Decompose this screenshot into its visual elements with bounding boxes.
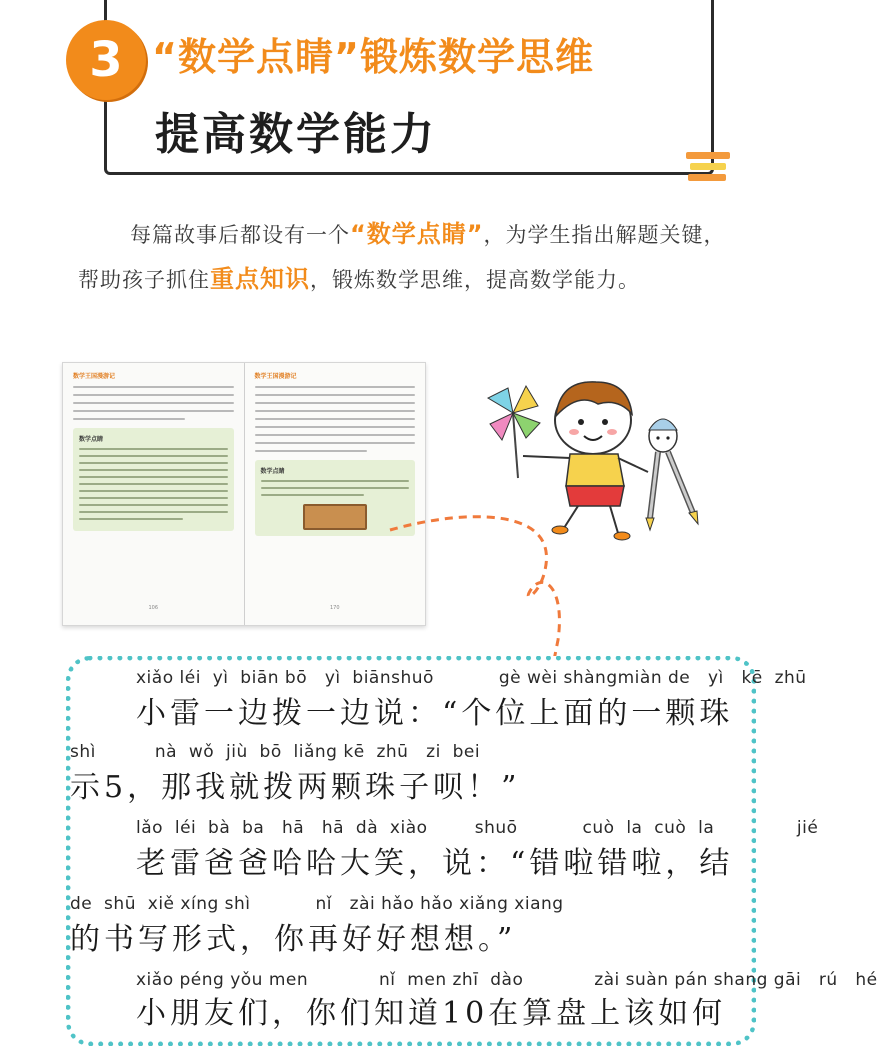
intro-paragraph [78,212,728,302]
intro-text-2: ，为学生指出解题关键，帮助孩子抓住 [78,223,726,292]
book-right-header: 数学王国漫游记 [254,373,297,380]
passage-line: 老雷爸爸哈哈大笑，说：“错啦错啦，结 [136,846,734,881]
book-spread-image [62,362,426,626]
book-left-header: 数学王国漫游记 [73,373,116,380]
book-left-tip-title: 数学点睛 [79,436,104,443]
intro-highlight-2: 重点知识 [210,265,310,293]
abacus-picture [303,504,367,530]
passage-line: 小朋友们，你们知道10在算盘上该如何 [136,996,727,1031]
book-left-page [63,363,245,625]
section-number-badge: 3 [66,20,146,100]
section-title: “数学点睛”锻炼数学思维 [152,35,594,79]
pinyin-line: xiǎo léi yì biān bō yì biānshuō gè wèi shàngmiàn de yì kē zhū [136,668,807,688]
pinyin-line: de shū xiě xíng shì nǐ zài hǎo hǎo xiǎng xiang [70,894,564,914]
decor-bars [686,152,730,185]
book-left-tip-box [73,428,234,531]
section-subtitle: 提高数学能力 [155,109,437,160]
pinyin-line: xiǎo péng yǒu men nǐ men zhī dào zài suàn pán shang gāi rú hé [136,970,878,990]
book-right-tip-title: 数学点睛 [260,468,285,475]
pinyin-line: lǎo léi bà ba hā hā dà xiào shuō cuò la cuò la jié [136,818,819,838]
intro-text-1: 每篇故事后都设有一个 [130,223,350,247]
compass-character [646,419,698,530]
pinwheel-icon [488,386,540,478]
book-right-page-number: 170 [329,605,340,611]
boy-character [523,382,648,540]
pinyin-line: shì nà wǒ jiù bō liǎng kē zhū zi bei [70,742,481,762]
intro-text-3: ，锻炼数学思维，提高数学能力。 [310,268,640,292]
passage-line: 的书写形式，你再好好想想。” [70,922,517,957]
passage-line: 小雷一边拨一边说：“个位上面的一颗珠 [136,696,734,731]
book-left-page-number: 106 [148,605,159,611]
kids-cartoon-illustration [478,368,728,548]
passage-line: 示5，那我就拨两颗珠子呗！” [70,770,521,805]
intro-highlight-1: “数学点睛” [350,220,484,248]
